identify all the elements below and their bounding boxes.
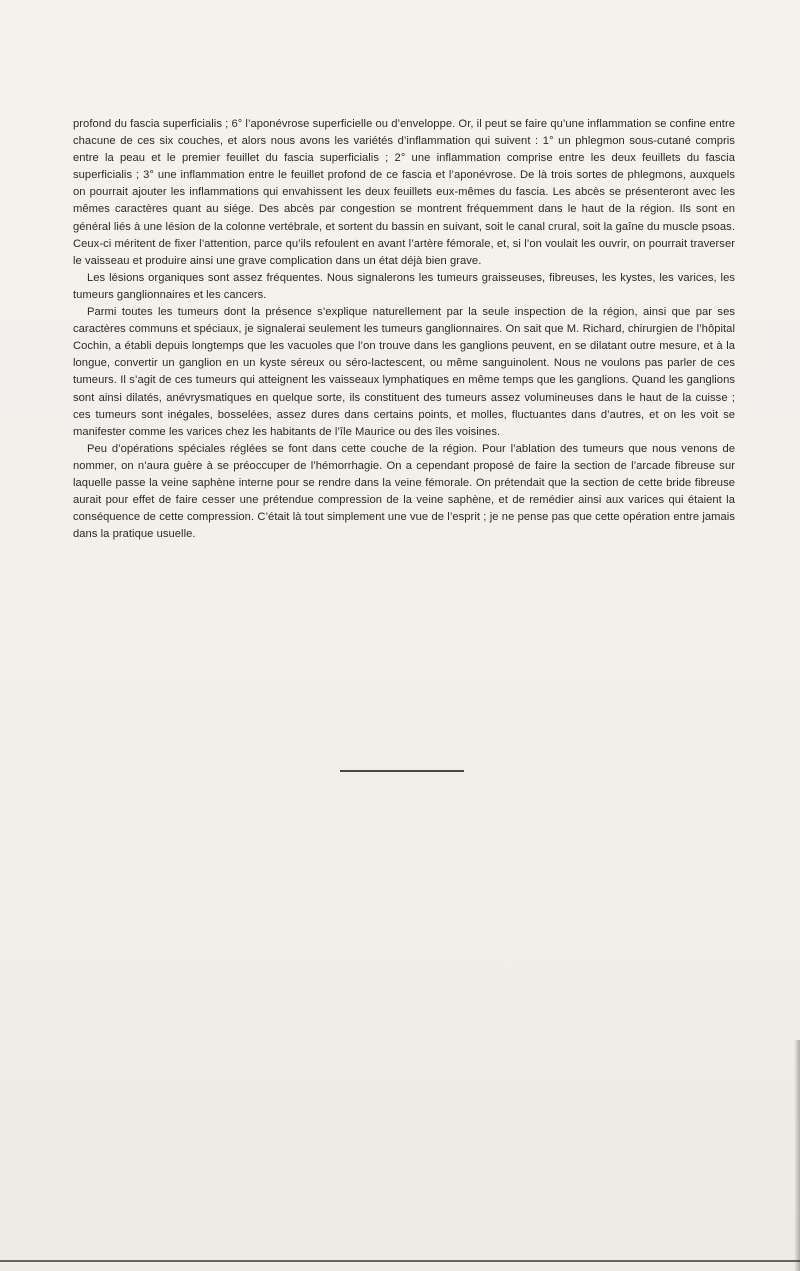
page-edge-shadow <box>794 1040 800 1271</box>
section-separator-rule <box>340 770 464 772</box>
paragraph-tumeurs-ganglionnaires: Parmi toutes les tumeurs dont la présence s’explique naturellement par la seule inspection de la région, ainsi que par ses caractères communs et spéciaux, je signalerai seulement les tumeurs ganglionnaires. On sait que M. Richard, chirurgien de l’hôpital Cochin, a établi depuis longtemps que les vacuoles que l’on trouve dans les ganglions peuvent, en se dilatant outre mesure, et à la longue, convertir un ganglion en un kyste séreux ou séro-lactescent, ou même sanguinolent. Nous ne voulons pas parler de ces tumeurs. Il s’agit de ces tumeurs qui atteignent les vaisseaux lymphatiques en même temps que les ganglions. Quand les ganglions sont ainsi dilatés, anévrysmatiques en quelque sorte, ils constituent des tumeurs assez volumineuses dans le haut de la cuisse ; ces tumeurs sont inégales, bosselées, assez dures dans certains points, et molles, fluctuantes dans d’autres, et on les voit se manifester comme les varices chez les habitants de l’île Maurice ou des îles voisines. <box>73 306 735 438</box>
page-bottom-edge <box>0 1260 800 1262</box>
body-text <box>73 116 735 543</box>
paragraph-phlegmons: profond du fascia superficialis ; 6° l’aponévrose superficielle ou d’enveloppe. Or, il peut se faire qu’une inflammation se confine entre chacune de ces six couches, et alors nous avons les variétés d’inflammation qui suivent : 1° un phlegmon sous-cutané compris entre la peau et le premier feuillet du fascia superficialis ; 2° une inflammation comprise entre les deux feuillets du fascia superficialis ; 3° une inflammation entre le feuillet profond de ce fascia et l’aponévrose. De là trois sortes de phlegmons, auxquels on pourrait ajouter les inflammations qui envahissent les deux feuillets eux-mêmes du fascia. Les abcès se présenteront avec les mêmes caractères quant au siége. Des abcès par congestion se montrent fréquemment dans le haut de la région. Ils sont en général liés à une lésion de la colonne vertébrale, et sortent du bassin en suivant, soit le canal crural, soit la gaîne du muscle psoas. Ceux-ci méritent de fixer l’attention, parce qu’ils refoulent en avant l’artère fémorale, et, si l’on voulait les ouvrir, on pourrait traverser le vaisseau et produire ainsi une grave complication dans un état déjà bien grave. <box>73 118 735 267</box>
paragraph-lesions-organiques: Les lésions organiques sont assez fréquentes. Nous signalerons les tumeurs graisseuses, fibreuses, les kystes, les varices, les tumeurs ganglionnaires et les cancers. <box>73 271 735 301</box>
paragraph-operations: Peu d’opérations spéciales réglées se font dans cette couche de la région. Pour l’ablation des tumeurs que nous venons de nommer, on n’aura guère à se préoccuper de l’hémorrhagie. On a cependant proposé de faire la section de l’arcade fibreuse sur laquelle passe la veine saphène interne pour se rendre dans la veine fémorale. On prétendait que la section de cette bride fibreuse aurait pour effet de faire cesser une prétendue compression de la veine saphène, et de remédier ainsi aux varices qui étaient la conséquence de cette compression. C’était là tout simplement une vue de l’esprit ; je ne pense pas que cette opération entre jamais dans la pratique usuelle. <box>73 442 735 541</box>
